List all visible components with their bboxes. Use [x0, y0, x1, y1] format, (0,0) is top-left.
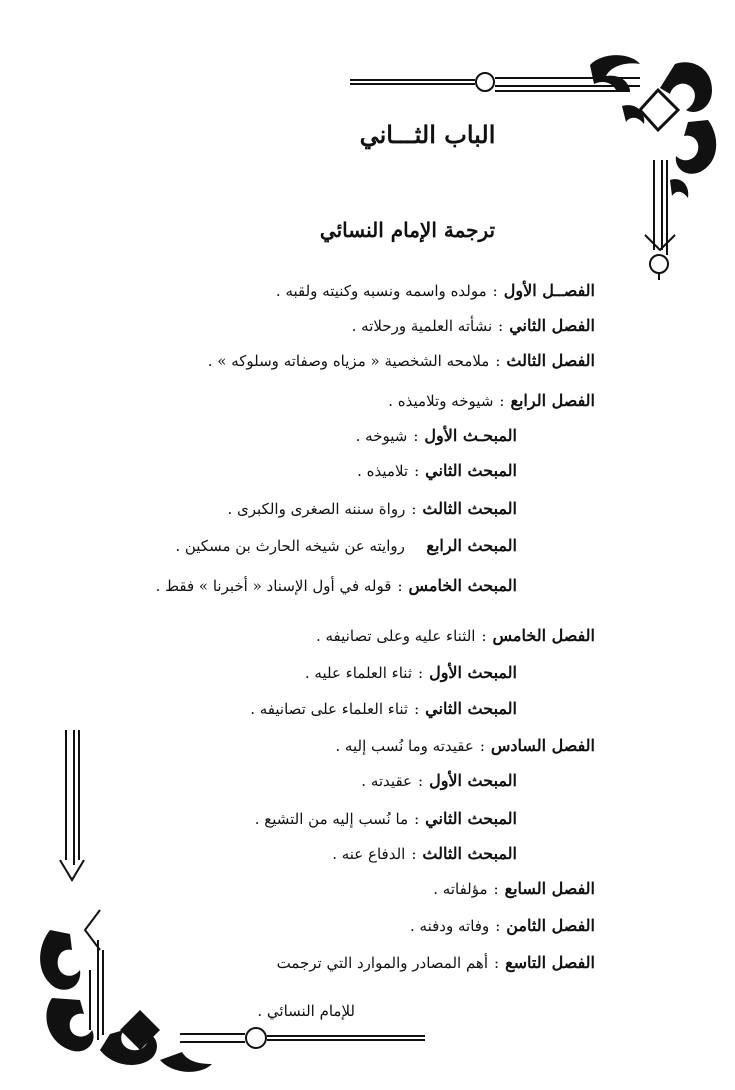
toc-text: أهم المصادر والموارد التي ترجمت: [276, 954, 489, 972]
toc-separator: :: [418, 772, 424, 790]
toc-separator: :: [499, 392, 505, 410]
toc-separator: :: [498, 317, 504, 335]
toc-chapter-line: [410, 915, 595, 937]
toc-separator: :: [411, 845, 417, 863]
toc-subsection-line: [255, 808, 517, 830]
toc-label: الفصل السابع: [504, 879, 595, 898]
toc-separator: :: [414, 810, 420, 828]
toc-separator: :: [495, 917, 501, 935]
toc-label: المبحث الثالث: [422, 844, 517, 863]
toc-subsection-line: [356, 425, 517, 447]
toc-chapter-line: [388, 390, 595, 412]
toc-text: نشأته العلمية ورحلاته .: [351, 317, 493, 335]
toc-subsection-line: [361, 770, 517, 792]
toc-text: روايته عن شيخه الحارث بن مسكين .: [175, 537, 405, 555]
toc-text: ثناء العلماء على تصانيفه .: [250, 700, 409, 718]
toc-chapter-line: [316, 625, 595, 647]
toc-text: مؤلفاته .: [433, 880, 488, 898]
toc-separator: :: [479, 737, 485, 755]
toc-separator: :: [481, 627, 487, 645]
toc-subsection-line: [250, 698, 517, 720]
toc-separator: :: [418, 664, 424, 682]
toc-label: المبحث الثاني: [425, 809, 517, 828]
toc-label: الفصل الثاني: [509, 316, 595, 335]
toc-chapter-line: [277, 952, 595, 974]
toc-chapter-line: [257, 1000, 355, 1022]
toc-text: للإمام النسائي .: [257, 1002, 355, 1020]
section-title: ترجمة الإمام النسائي: [319, 218, 496, 242]
toc-subsection-line: [156, 575, 517, 597]
toc-subsection-line: [227, 498, 517, 520]
toc-text: قوله في أول الإسناد « أخبرنا » فقط .: [155, 577, 392, 595]
toc-separator: :: [494, 954, 500, 972]
toc-text: عقيدته وما نُسب إليه .: [335, 737, 474, 755]
toc-separator: :: [414, 462, 420, 480]
toc-separator: :: [413, 427, 419, 445]
toc-label: المبحث الأول: [429, 771, 517, 790]
toc-label: المبحث الخامس: [408, 576, 517, 595]
toc-label: الفصل الرابع: [510, 391, 595, 410]
toc-chapter-line: [335, 735, 595, 757]
toc-label: الفصل الثالث: [506, 351, 595, 370]
toc-label: المبحث الرابع: [426, 536, 517, 555]
toc-separator: :: [397, 577, 403, 595]
corner-ornament-top-right: [340, 50, 730, 280]
toc-label: المبحث الأول: [429, 663, 517, 682]
toc-text: تلاميذه .: [357, 462, 409, 480]
toc-label: الفصل الثامن: [506, 916, 595, 935]
toc-label: الفصل الخامس: [492, 626, 595, 645]
toc-subsection-line: [332, 843, 517, 865]
toc-chapter-line: [433, 878, 595, 900]
toc-text: رواة سننه الصغرى والكبرى .: [227, 500, 406, 518]
toc-separator: :: [414, 700, 420, 718]
chapter-title: الباب الثـــاني: [359, 120, 496, 149]
toc-separator: :: [411, 500, 417, 518]
toc-label: الفصل التاسع: [505, 953, 595, 972]
toc-label: المبحـث الأول: [424, 426, 517, 445]
toc-separator: :: [495, 352, 501, 370]
toc-subsection-line: [305, 662, 517, 684]
toc-chapter-line: [276, 280, 595, 302]
toc-separator: :: [492, 282, 498, 300]
toc-chapter-line: [352, 315, 595, 337]
toc-text: ما نُسب إليه من التشيع .: [254, 810, 409, 828]
toc-label: المبحث الثاني: [425, 461, 517, 480]
toc-text: وفاته ودفنه .: [410, 917, 490, 935]
toc-subsection-line: [175, 535, 517, 557]
toc-label: الفصــل الأول: [503, 281, 595, 300]
toc-text: الثناء عليه وعلى تصانيفه .: [315, 627, 476, 645]
toc-text: عقيدته .: [361, 772, 412, 790]
toc-text: شيوخه .: [355, 427, 408, 445]
toc-label: الفصل السادس: [490, 736, 595, 755]
toc-text: الدفاع عنه .: [332, 845, 406, 863]
toc-label: المبحث الثالث: [422, 499, 517, 518]
toc-text: ملامحه الشخصية « مزياه وصفاته وسلوكه » .: [207, 352, 490, 370]
toc-text: ثناء العلماء عليه .: [304, 664, 412, 682]
toc-label: المبحث الثاني: [425, 699, 517, 718]
toc-separator: :: [493, 880, 499, 898]
toc-text: مولده واسمه ونسبه وكنيته ولقبه .: [275, 282, 487, 300]
toc-text: شيوخه وتلاميذه .: [388, 392, 494, 410]
toc-subsection-line: [357, 460, 517, 482]
toc-chapter-line: [208, 350, 595, 372]
